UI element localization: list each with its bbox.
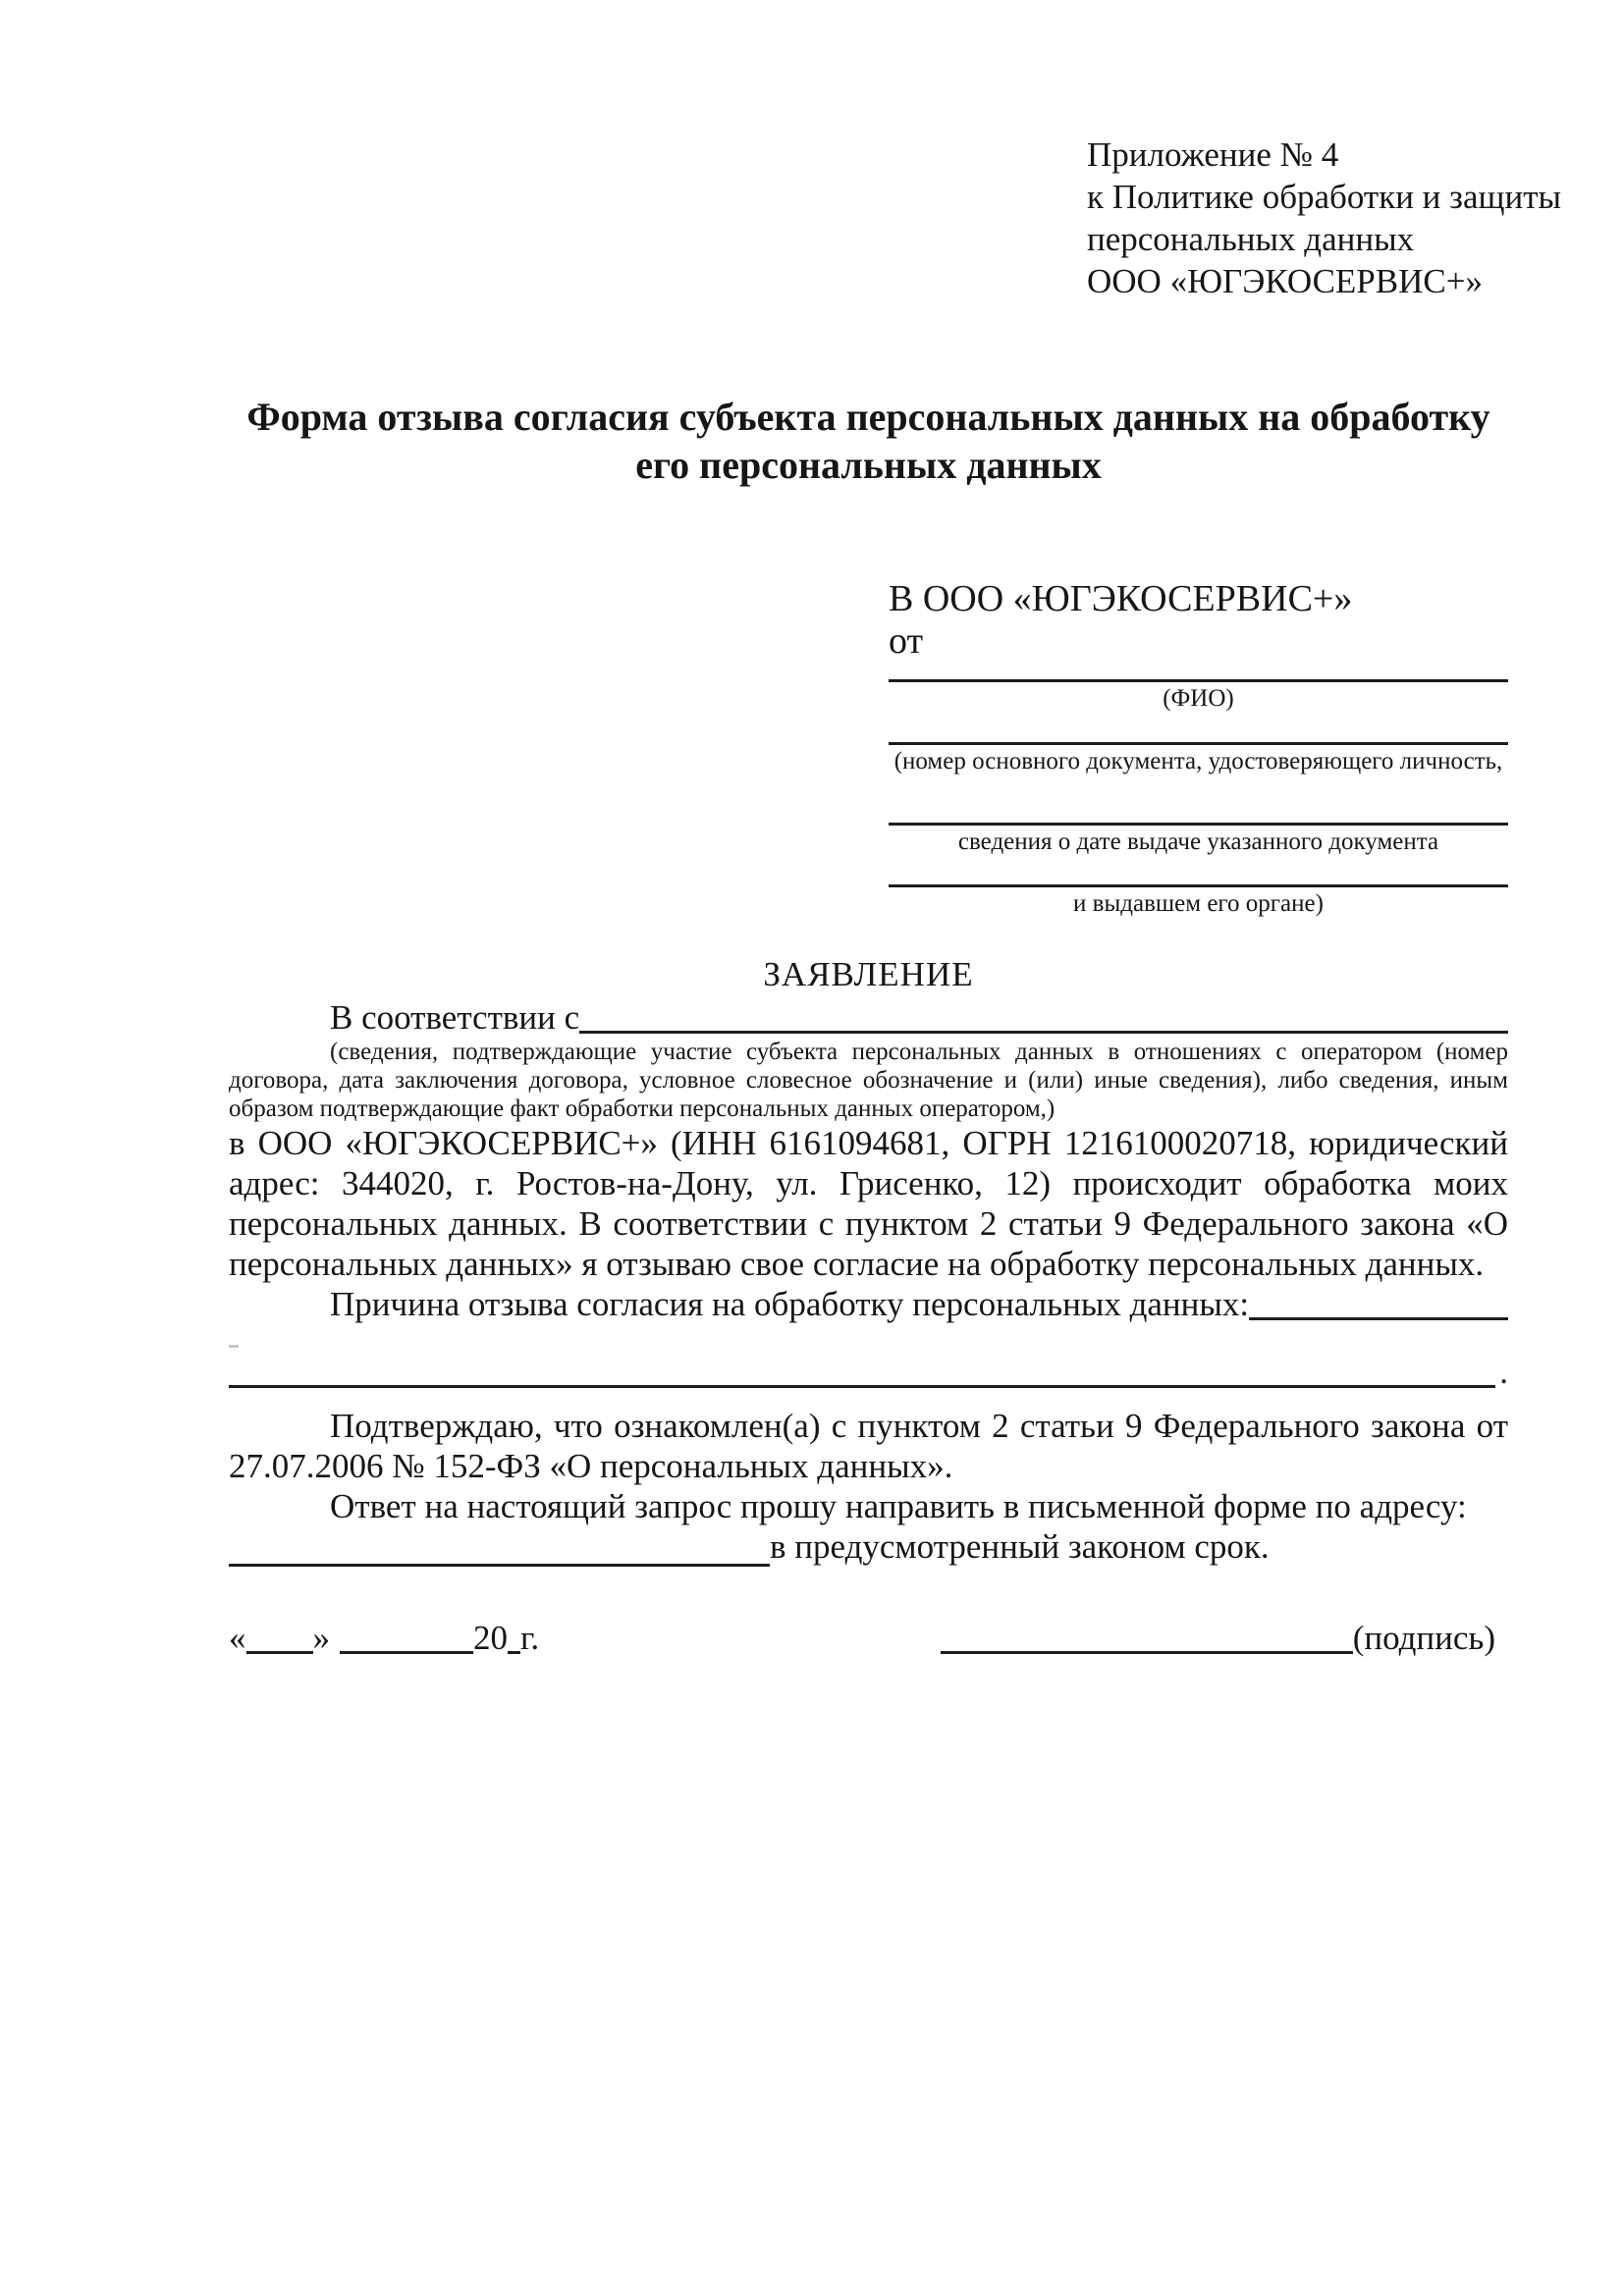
- footer-row: [229, 1618, 1495, 1658]
- date-field: [229, 1618, 539, 1658]
- basis-intro: В соответствии с: [330, 998, 580, 1037]
- reply-paragraph: Ответ на настоящий запрос прошу направить в письменной форме по адресу:: [330, 1487, 1467, 1525]
- addressee-company: В ООО «ЮГЭКОСЕРВИС+»: [889, 578, 1353, 619]
- signature-blank-line: [941, 1618, 1353, 1654]
- issuing-authority-blank-line: [889, 858, 1508, 887]
- scan-artifact: [229, 1345, 239, 1348]
- doc-number-blank-line: [889, 715, 1508, 745]
- statement-heading: ЗАЯВЛЕНИЕ: [763, 955, 974, 993]
- reason-row: [229, 1284, 1508, 1324]
- basis-blank-line: [579, 997, 1508, 1034]
- issue-date-caption: сведения о дате выдаче указанного документа: [957, 828, 1439, 855]
- reason-continuation-blank-line: [229, 1352, 1495, 1388]
- reason-continuation-period: .: [1499, 1353, 1508, 1391]
- date-day-blank: [246, 1618, 313, 1654]
- signature-field: [941, 1618, 1495, 1658]
- confirmation-paragraph: Подтверждаю, что ознакомлен(а) с пунктом 2 статьи 9 Федерального закона от 27.07.2006 № 152-ФЗ «О персональных данных».: [229, 1407, 1508, 1485]
- issue-date-blank-line: [889, 777, 1508, 826]
- document-title: Форма отзыва согласия субъекта персональных данных на обработку его персональных данных: [246, 395, 1490, 487]
- basis-row: [229, 997, 1508, 1038]
- date-year-prefix: 20: [473, 1619, 508, 1657]
- reply-tail: в предусмотренный законом срок.: [770, 1527, 1270, 1566]
- reason-label: Причина отзыва согласия на обработку персональных данных:: [330, 1285, 1250, 1323]
- date-year-suffix: г.: [520, 1619, 540, 1657]
- reason-continuation-row: [229, 1352, 1508, 1392]
- statement-body: в ООО «ЮГЭКОСЕРВИС+» (ИНН 6161094681, ОГРН 1216100020718, юридический адрес: 344020, г. Ростов-на-Дону, ул. Грисенко, 12) происходит обработка моих персональных данных. В соответствии с пунктом 2 статьи 9 Федерального закона «О персональных данных» я отзываю свое согласие на обработку персональных данных.: [229, 1124, 1508, 1283]
- appendix-note: [1087, 133, 1561, 302]
- appendix-note-line4: ООО «ЮГЭКОСЕРВИС+»: [1087, 262, 1483, 300]
- issuing-authority-caption: и выдавшем его органе): [1073, 890, 1324, 917]
- reply-address-row: [229, 1526, 1508, 1567]
- date-month-blank: [340, 1618, 473, 1654]
- date-quote-close: »: [312, 1619, 330, 1657]
- signature-caption: (подпись): [1352, 1619, 1495, 1657]
- date-quote-open: «: [229, 1619, 246, 1657]
- addressee-from-label: от: [889, 620, 924, 662]
- fio-blank-line: [889, 662, 1508, 682]
- fio-caption: (ФИО): [1163, 685, 1234, 712]
- appendix-note-line2: к Политике обработки и защиты: [1087, 178, 1562, 216]
- reply-address-blank-line: [229, 1530, 770, 1567]
- basis-footnote: (сведения, подтверждающие участие субъекта персональных данных в отношениях с оператором (номер договора, дата заключения договора, условное словесное обозначение и (или) иные сведения), либо сведения, иным образом подтверждающие факт обработки персональных данных оператором,): [229, 1039, 1508, 1122]
- appendix-note-line3: персональных данных: [1087, 220, 1415, 258]
- statement-section: [229, 952, 1508, 1567]
- date-year-blank: [508, 1618, 520, 1654]
- addressee-block: [889, 577, 1508, 920]
- appendix-note-line1: Приложение № 4: [1087, 135, 1339, 174]
- doc-number-caption: (номер основного документа, удостоверяющего личность,: [893, 748, 1503, 774]
- reason-blank-line: [1249, 1284, 1508, 1320]
